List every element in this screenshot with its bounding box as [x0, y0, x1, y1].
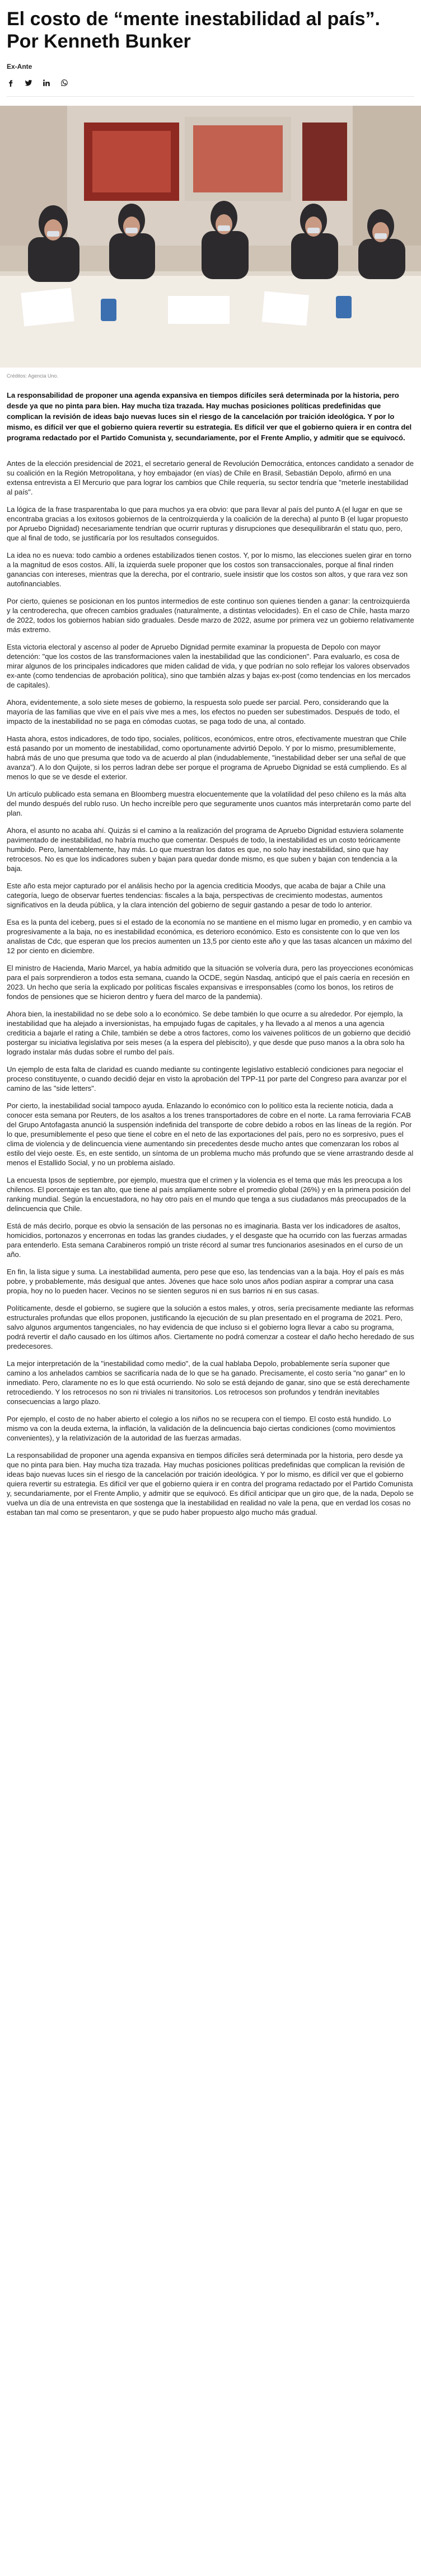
- article-paragraph: El ministro de Hacienda, Mario Marcel, ya había admitido que la situación se volvería dura, pero las proyecciones económicas para el país sorprendieron a todos esta semana, cuando la OCDE, según Nasdaq, anticipó que el país caería en recesión en 2023. Un hecho que sería la explicado por políticas fiscales expansivas e irresponsables (como los bonos, los retiros de fondos de pensiones que se hicieron dentro y fuera del marco de la pandemia).: [7, 964, 414, 1001]
- divider: [7, 96, 414, 97]
- article-paragraph: En fin, la lista sigue y suma. La inestabilidad aumenta, pero pese que eso, las tendencias van a la baja. Hoy el país es más pobre, y probablemente, más desigual que antes. Jóvenes que hace solo unos años podían aspirar a comprar una casa propia, hoy no lo pueden hacer. Vecinos no se sienten seguros ni en sus barrios ni en sus casas.: [7, 1268, 404, 1295]
- whatsapp-icon[interactable]: [60, 79, 68, 87]
- article-paragraph: Por cierto, quienes se posicionan en los puntos intermedios de este continuo son quienes tienden a ganar: la centroizquierda y la centroderecha, que ofrecen cambios graduales (naturalmente, a distintas velocidades). En el caso de Chile, hasta marzo de 2022, todos los gobiernos habían sido graduales. Desde marzo de 2022, asume por primera vez un gobierno relativamente más extremo.: [7, 597, 414, 634]
- article-paragraph: Políticamente, desde el gobierno, se sugiere que la solución a estos males, y otros, sería precisamente mediante las reformas estructurales profundas que ellos proponen, justificando la ejecución de su plan presentado en el programa de 2021. Pero, salvo algunos argumentos tangenciales, no hay evidencia de que incluso si el gobierno logra llevar a cabo su programa, podrá revertir el daño causado en los últimos años. Ciertamente no podrá comenzar a costear el daño hecho heredado de sus predecesores.: [7, 1304, 414, 1350]
- photo-caption: Créditos: Agencia Uno.: [7, 373, 59, 379]
- article-paragraph: La idea no es nueva: todo cambio a ordenes estabilizados tienen costos. Y, por lo mismo, las elecciones suelen girar en torno a la magnitud de esos costos. Allí, la izquierda suele proponer que los costos son transaccionales, porque al final rinden ganancias con intereses, mientras que la derecha, por el contrario, suele insistir que los costos son altos, y que rara vez son autofinanciables.: [7, 551, 411, 588]
- article-paragraph: La lógica de la frase trasparentaba lo que para muchos ya era obvio: que para llevar al país del punto A (el lugar en que se encontraba gracias a los exitosos gobiernos de la centroizquierda y la coalición de la derecha) al punto B (el lugar propuesto por Apruebo Dignidad) necesariamente tendrían que ocurrir rupturas y disrupciones que desequilibrarán el statu quo, pero, que al final de todo, se justificaría por los resultados conseguidos.: [7, 505, 408, 542]
- article-paragraph: Esa es la punta del iceberg, pues si el estado de la economía no se mantiene en el mismo lugar en promedio, y en cambio va progresivamente a la baja, no es inestabilidad económica, es deterioro económico. Esto es consistente con lo que ven los analistas de Cdc, que esperan que los precios aumenten un 13,5 por ciento este año y que las tasas alcancen un máximo del 12 por ciento en diciembre.: [7, 918, 412, 955]
- article-title: El costo de “mente inestabilidad al país”. Por Kenneth Bunker: [7, 8, 380, 52]
- share-bar: [7, 77, 414, 88]
- article-paragraph: Este año esta mejor capturado por el análisis hecho por la agencia crediticia Moodys, que acaba de bajar a Chile una categoría, luego de observar fuertes tendencias: fiscales a la baja, perspectivas de crecimiento modestas, aumentos significativos en la deuda pública, y la clara intención del gobierno de seguir gastando a pesar de todo lo anterior.: [7, 882, 386, 909]
- article-paragraph: Esta victoria electoral y ascenso al poder de Apruebo Dignidad permite examinar la propuesta de Depolo con mayor detención: "que los costos de las transformaciones valen la inestabilidad que las condicionen". Para evaluarlo, es cosa de mirar algunos de los principales indicadores que miden calidad de vida, y que podrían no solo reflejar los valores observados ex-ante (como tendencias de aprobación política), sino que también alzas y bajas ex-post (como tendencias en los mercados de capitales).: [7, 643, 411, 689]
- article-body: [7, 459, 414, 1517]
- article-paragraph: Ahora, evidentemente, a solo siete meses de gobierno, la respuesta solo puede ser parcial. Pero, considerando que la mayoría de las familias que vive en el país vive mes a mes, los efectos no pueden ser subestimados. Después de todo, el impacto de la inestabilidad no se paga en cómodas cuotas, se paga todo de una, al contado.: [7, 698, 400, 726]
- article-paragraph: Antes de la elección presidencial de 2021, el secretario general de Revolución Democrática, entonces candidato a senador de su coalición en la Región Metropolitana, y hoy embajador (en vías) de Chile en Brasil, Sebastián Depolo, afirmó en una extensa entrevista a El Mercurio que para lograr los cambios que Chile requería, su sector tendría que "meterle inestabilidad al país".: [7, 459, 414, 496]
- article-lede: La responsabilidad de proponer una agenda expansiva en tiempos difíciles será determinada por la historia, pero desde ya que no pinta para bien. Hay mucha tiza trazada. Hay muchas posiciones políticas predefinidas que complican la revisión de ideas bajo nuevas luces sin el riesgo de la cancelación por traición ideológica. Y por lo mismo, es difícil ver que el gobierno quiera revertir su estrategia. Es difícil ver que el gobierno quiera ir en contra del programa redactado por el Partido Comunista y, secundariamente, por el Frente Amplio, y admitir que se equivocó.: [7, 391, 412, 442]
- article-photo: [0, 106, 421, 368]
- article-paragraph: La responsabilidad de proponer una agenda expansiva en tiempos difíciles será determinada por la historia, pero desde ya que no pinta para bien. Hay mucha tiza trazada. Hay muchas posiciones políticas predefinidas que complican la revisión de ideas bajo nuevas luces sin el riesgo de la cancelación por traición ideológica. Y por lo mismo, es difícil ver que el gobierno quiera revertir su estrategia. Es difícil ver que el gobierno quiera ir en contra del programa redactado por el Partido Comunista y, secundariamente, por el Frente Amplio, y admitir que se equivocó. Es difícil anticipar que un giro que, de la nada, Depolo se vuelva un día de una entrevista en que sostenga que la inestabilidad en realidad no vale la pena, que en verdad los cosas no estaban tan mal como se presentaron, y que se pudo haber propuesto algo mucho más gradual.: [7, 1451, 414, 1517]
- article-paragraph: Hasta ahora, estos indicadores, de todo tipo, sociales, políticos, económicos, entre otros, efectivamente muestran que Chile está pasando por un momento de inestabilidad, como oportunamente advirtió Depolo. Y por lo mismo, presumiblemente, habrá más de uno que presuma que todo va de acuerdo al plan (indudablemente, "inestabilidad deber ser una señal de que avanza"). A lo don Quijote, si los perros ladran debe ser porque el programa de Apruebo Dignidad se está cumpliendo. Es al menos lo que se ve desde el exterior.: [7, 734, 407, 781]
- article-paragraph: Un ejemplo de esta falta de claridad es cuando mediante su contingente legislativo estableció condiciones para negociar el proceso constituyente, o cuando decidió dejar en visto la aprobación del TPP-11 por parte del Congreso para avanzar por el camino de las "side letters".: [7, 1065, 407, 1092]
- twitter-icon[interactable]: [25, 79, 32, 87]
- article-source[interactable]: Ex-Ante: [7, 63, 32, 70]
- article-paragraph: Un artículo publicado esta semana en Bloomberg muestra elocuentemente que la volatilidad del peso chileno es la más alta del mundo después del rublo ruso. Un hecho increíble pero que seguramente unos cuantos más interpretarán como parte del plan.: [7, 790, 411, 817]
- article-paragraph: Por ejemplo, el costo de no haber abierto el colegio a los niños no se recupera con el tiempo. El costo está hundido. Lo mismo va con la deuda externa, la inflación, la validación de la delincuencia bajo ciertas condiciones (como movimientos convenientes), y la relativización de la autoridad de las fuerzas armadas.: [7, 1415, 396, 1442]
- article-paragraph: La mejor interpretación de la "inestabilidad como medio", de la cual hablaba Depolo, probablemente sería suponer que camino a los anhelados cambios se sacrificaría nada de lo que se ha ganado. Precisamente, el costo sería "no ganar" en lo inmediato. Pero, claramente no es lo que está ocurriendo. No solo se está dejando de ganar, sino que se está derechamente retrocediendo. Y los retrocesos no son ni triviales ni transitorios. Los retrocesos son profundos y tendrán inevitables consecuencias a largo plazo.: [7, 1359, 410, 1406]
- article-paragraph: Está de más decirlo, porque es obvio la sensación de las personas no es imaginaria. Basta ver los indicadores de asaltos, homicidios, portonazos y encerronas en todas las grandes ciudades, y el desgaste que ha ocurrido con las fuerzas armadas para entenderlo. Esta semana Carabineros rompió un triste récord al sumar tres funcionarios asesinados en el curso de un año.: [7, 1222, 407, 1259]
- article-paragraph: Ahora, el asunto no acaba ahí. Quizás si el camino a la realización del programa de Apruebo Dignidad estuviera solamente pavimentado de inestabilidad, no habría mucho que comentar. Después de todo, la inestabilidad es un costo teóricamente humbido. Pero, lamentablemente, hay más. Lo que muestran los datos es que, no solo hay inestabilidad, sino que hay retrocesos. No es que los indicadores suben y bajan para quedar donde mismo, es que suben y bajan con tendencia a la baja.: [7, 826, 404, 873]
- article-paragraph: La encuesta Ipsos de septiembre, por ejemplo, muestra que el crimen y la violencia es el tema que más les preocupa a los chilenos. El porcentaje es tan alto, que tiene al país ampliamente sobre el promedio global (26%) y en la primera posición del ranking mundial. Según la encuestadora, no hay otro país en el mundo que tenga a sus ciudadanos más preocupados de la delincuencia que Chile.: [7, 1176, 411, 1213]
- article-paragraph: Ahora bien, la inestabilidad no se debe solo a lo económico. Se debe también lo que ocurre a su alrededor. Por ejemplo, la inestabilidad que ha alejado a inversionistas, ha empujado fugas de capitales, y ha llevado a al menos a una agencia crediticia a bajarle el rating a Chile, también se debe a otros factores, como los vaivenes políticos de un gobierno que decidió postergar su iniciativa legislativa por seis meses (a la espera del plebiscito), y que desde que puso manos a la obra solo ha logrado instalar más dudas sobre el rumbo del país.: [7, 1010, 411, 1056]
- article-paragraph: Por cierto, la inestabilidad social tampoco ayuda. Enlazando lo económico con lo político esta la reciente noticia, dada a conocer esta semana por Reuters, de los asaltos a los trenes transportadores de cobre en el norte. La rama ferroviaria FCAB del Grupo Antofagasta anunció la suspensión indefinida del transporte de cobre debido a robos en las líneas de la región. Por lo que, presumiblemente el peso que tiene el cobre en el neto de las exportaciones del país, pero no es sorpresivo, pues el clima de violencia y de delincuencia viene aumentando sin precedentes desde mucho antes que comenzaran los robos al estilo del viejo oeste. Es, en este sentido, un síntoma de un problema mucho más profundo que se viene arrastrando desde al menos el Estallido Social, y no un problema aislado.: [7, 1101, 414, 1167]
- linkedin-icon[interactable]: [43, 79, 50, 87]
- facebook-icon[interactable]: [7, 79, 15, 87]
